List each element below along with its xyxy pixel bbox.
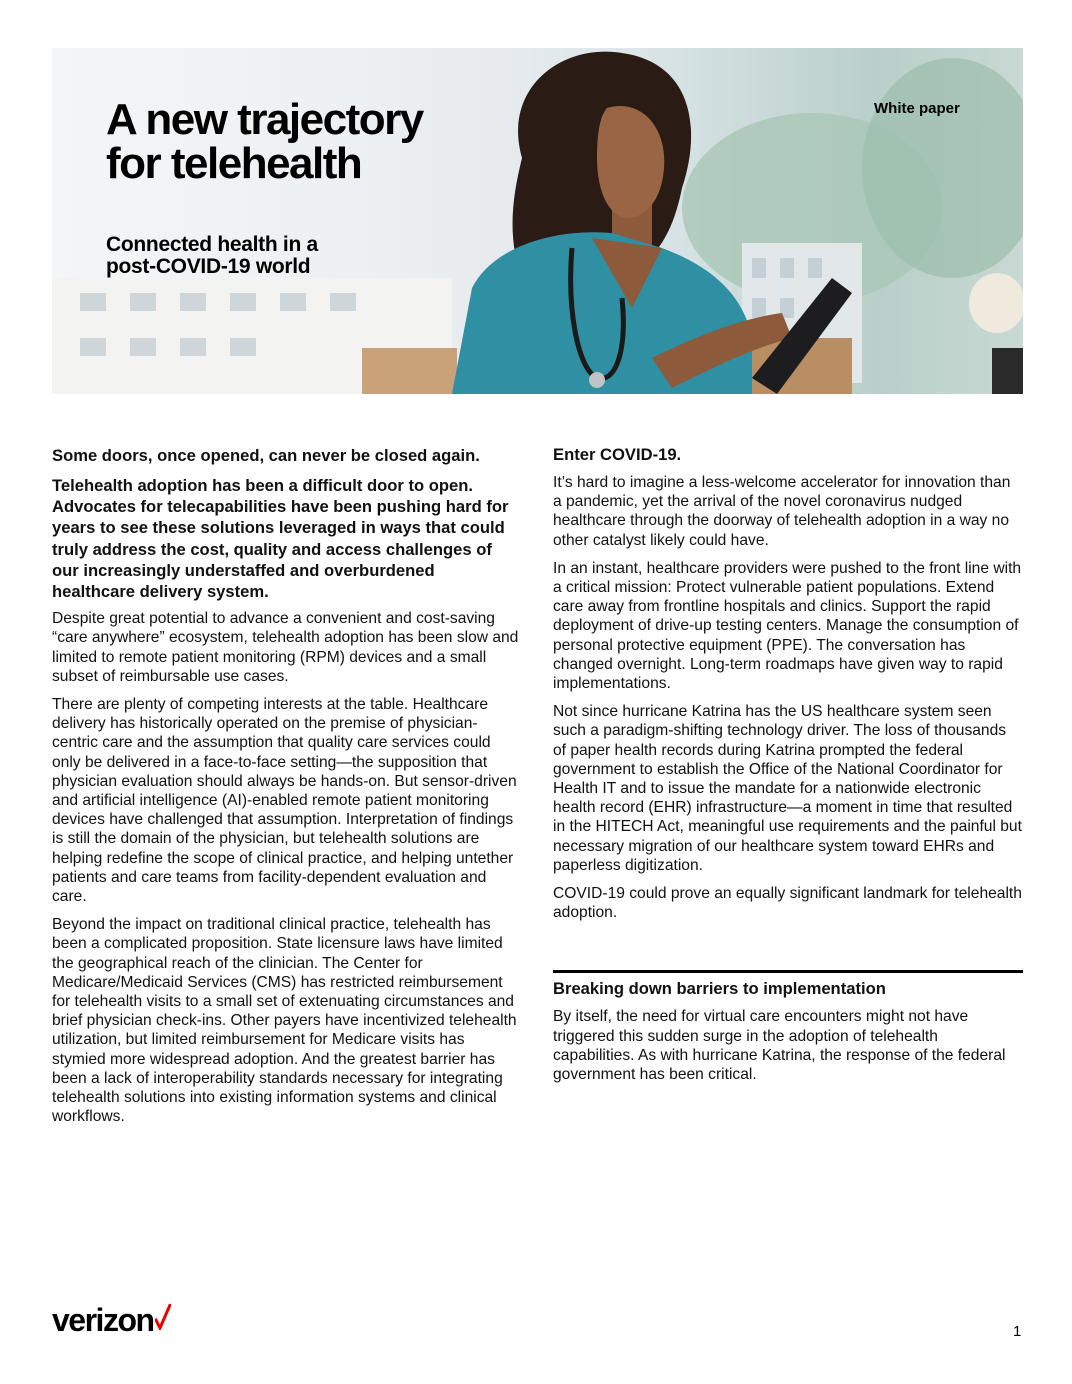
checkmark-icon (155, 1304, 171, 1330)
body-paragraph: Despite great potential to advance a convenient and cost-saving “care anywhere” ecosystem, telehealth adoption has been slow and limited to remote patient monitoring (RPM) devices and a small subset of reimbursable use cases. (52, 610, 519, 685)
body-paragraph: COVID-19 could prove an equally significant landmark for telehealth adoption. (553, 885, 1022, 922)
body-paragraph: Not since hurricane Katrina has the US healthcare system seen such a paradigm-shifting technology driver. The loss of thousands of paper health records during Katrina prompted the federal government to establish the Office of the National Coordinator for Health IT and to issue the mandate for a nationwide electronic health record (EHR) infrastructure—a moment in time that resulted in the HITECH Act, meaningful use requirements and the painful but necessary migration of our healthcare system toward EHRs and paperless digitization. (553, 703, 1022, 874)
verizon-logo (52, 1302, 171, 1338)
section-divider (553, 970, 1023, 973)
body-paragraph: It’s hard to imagine a less-welcome accelerator for innovation than a pandemic, yet the arrival of the novel coronavirus nudged healthcare through the doorway of telehealth adoption in a way no other catalyst likely could have. (553, 474, 1011, 549)
intro-paragraph: Telehealth adoption has been a difficult door to open. Advocates for telecapabilities have been pushing hard for years to see these solutions leveraged in ways that could truly address the cost, quality and access challenges of our increasingly understaffed and overburdened healthcare delivery system. (52, 476, 509, 602)
section-heading: Enter COVID-19. (553, 445, 682, 464)
section-heading: Breaking down barriers to implementation (553, 979, 886, 999)
page-subtitle: Connected health in a post-COVID-19 world (106, 233, 318, 278)
logo-wordmark: verizon (52, 1302, 154, 1338)
page-number: 1 (1013, 1323, 1022, 1340)
body-paragraph: In an instant, healthcare providers were pushed to the front line with a critical mission: Protect vulnerable patient populations. Extend care away from frontline hospitals and clinics. Support the rapid deployment of drive-up testing centers. Manage the consumption of personal protective equipment (PPE). The conversation has changed overnight. Long-term roadmaps have given way to rapid implementations. (553, 559, 1022, 693)
document-type-label: White paper (874, 100, 960, 117)
page-title: A new trajectory for telehealth (106, 95, 423, 188)
lead-sentence: Some doors, once opened, can never be closed again. (52, 446, 480, 465)
left-column (52, 445, 522, 1136)
body-paragraph: There are plenty of competing interests at the table. Healthcare delivery has historically operated on the premise of physician-centric care and the assumption that quality care services could only be delivered in a face-to-face setting—the supposition that physician evaluation should always be hands-on. But sensor-driven and artificial intelligence (AI)-enabled remote patient monitoring devices have challenged that assumption. Interpretation of findings is still the domain of the physician, but telehealth solutions are helping redefine the scope of clinical practice, and helping untether patients and care teams from facility-dependent evaluation and care. (52, 696, 517, 906)
right-column (553, 445, 1023, 1093)
body-paragraph: By itself, the need for virtual care encounters might not have triggered this sudden surge in the adoption of telehealth capabilities. As with hurricane Katrina, the response of the federal government has been critical. (553, 1008, 1006, 1084)
hero-banner (52, 48, 1023, 394)
body-paragraph: Beyond the impact on traditional clinical practice, telehealth has been a complicated proposition. State licensure laws have limited the geographical reach of the clinician. The Center for Medicare/Medicaid Services (CMS) has restricted reimbursement for telehealth visits to a small set of extenuating circumstances and brief physician check-ins. Other payers have incentivized telehealth utilization, but limited reimbursement for Medicare visits has stymied more widespread adoption. And the greatest barrier has been a lack of interoperability standards necessary for integrating telehealth solutions into existing information systems and clinical workflows. (52, 916, 517, 1126)
